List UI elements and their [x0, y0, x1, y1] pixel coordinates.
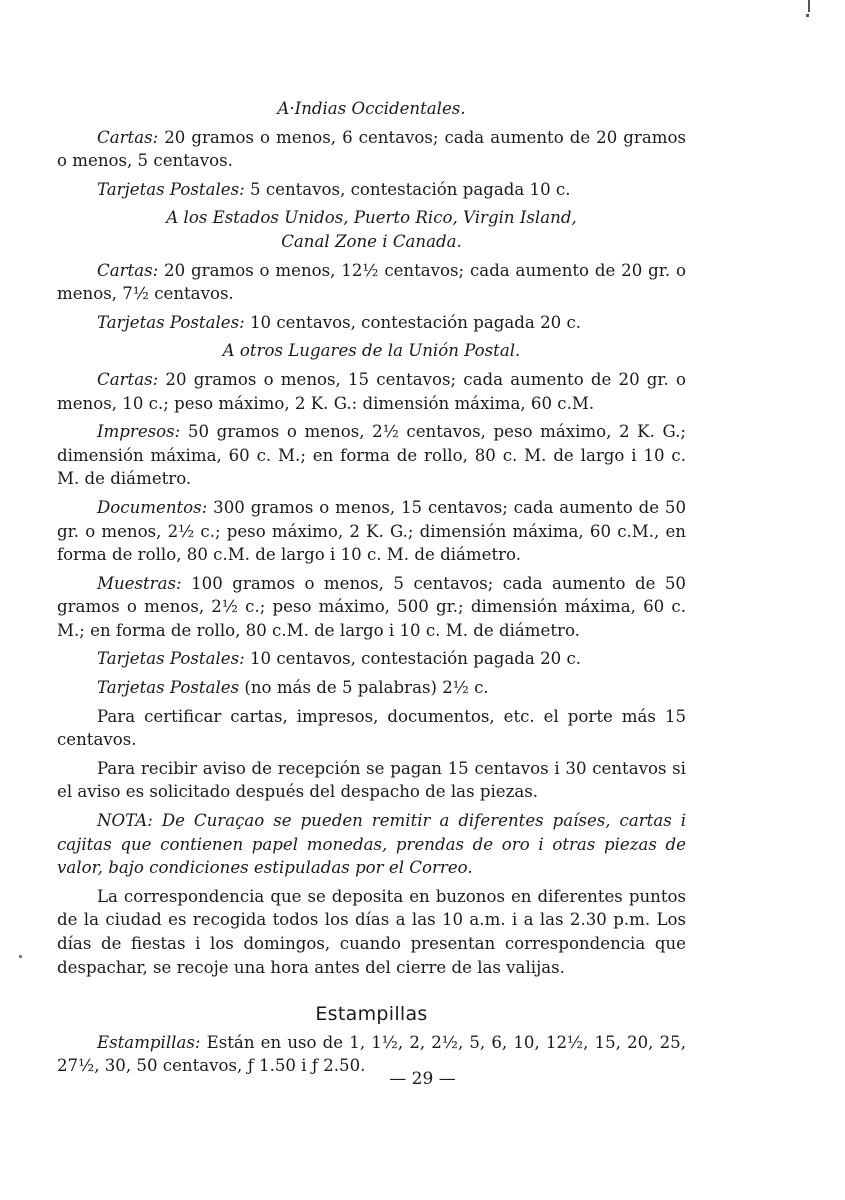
- union-cartas-paragraph: [57, 368, 686, 415]
- tarjetas-text: 10 centavos, contestación pagada 20 c.: [244, 312, 582, 332]
- union-documentos-paragraph: [57, 496, 686, 567]
- heading-indias-occidentales: A·Indias Occidentales.: [277, 99, 466, 118]
- indias-cartas-paragraph: [57, 126, 686, 173]
- scan-edge-mark: [806, 14, 809, 17]
- cartas-label: Cartas:: [97, 127, 159, 147]
- tarjetas-label: Tarjetas Postales: [97, 678, 240, 698]
- muestras-label: Muestras:: [97, 573, 182, 593]
- heading-estados-unidos-line2: Canal Zone i Canada.: [281, 231, 462, 251]
- tarjetas-label: Tarjetas Postales:: [97, 179, 245, 199]
- indias-tarjetas-paragraph: [57, 178, 686, 202]
- tarjetas-text: 10 centavos, contestación pagada 20 c.: [244, 649, 582, 669]
- estados-tarjetas-paragraph: [57, 311, 686, 335]
- union-tarjetas-palabras-paragraph: [57, 676, 686, 700]
- buzones-paragraph: La correspondencia que se deposita en buzonos en diferentes puntos de la ciudad es recogida todos los días a las 10 a.m. i a las 2.30 p.m. Los días de fiestas i los domingos, cuando presentan correspondencia que despachar, se recoje una hora antes del cierre de las valijas.: [57, 886, 686, 977]
- nota-paragraph: NOTA: De Curaçao se pueden remitir a diferentes países, cartas i cajitas que contienen papel monedas, prendas de oro i otras piezas de valor, bajo condiciones estipuladas por el Correo.: [57, 811, 686, 878]
- text-column: [57, 97, 686, 1078]
- scan-speck: [19, 955, 22, 958]
- documentos-label: Documentos:: [97, 497, 208, 517]
- union-tarjetas-paragraph: [57, 647, 686, 671]
- tarjetas-text: 5 centavos, contestación pagada 10 c.: [244, 179, 571, 199]
- heading-estampillas: Estampillas: [315, 1003, 428, 1026]
- aviso-paragraph: Para recibir aviso de recepción se pagan 15 centavos i 30 centavos si el aviso es solicitado después del despacho de las piezas.: [57, 758, 686, 802]
- scan-edge-mark: [808, 0, 810, 12]
- cartas-text: 20 gramos o menos, 12½ centavos; cada aumento de 20 gr. o menos, 7½ centavos.: [57, 260, 686, 304]
- impresos-label: Impresos:: [97, 422, 181, 442]
- impresos-text: 50 gramos o menos, 2½ centavos, peso máximo, 2 K. G.; dimensión máxima, 60 c. M.; en forma de rollo, 80 c. M. de largo i 10 c. M. de diámetro.: [57, 422, 686, 489]
- heading-union-postal: A otros Lugares de la Unión Postal.: [222, 341, 521, 361]
- cartas-label: Cartas:: [97, 260, 159, 280]
- tarjetas-label: Tarjetas Postales:: [97, 649, 245, 669]
- estampillas-text: Están en uso de 1, 1½, 2, 2½, 5, 6, 10, 12½, 15, 20, 25, 27½, 30, 50 centavos, ƒ 1.50 i ƒ 2.50.: [57, 1032, 686, 1076]
- union-muestras-paragraph: [57, 572, 686, 643]
- union-impresos-paragraph: [57, 420, 686, 491]
- documentos-text: 300 gramos o menos, 15 centavos; cada aumento de 50 gr. o menos, 2½ c.; peso máximo, 2 K. G.; dimensión máxima, 60 c.M., en forma de rollo, 80 c.M. de largo i 10 c. M. de diámetro.: [57, 497, 686, 565]
- estados-cartas-paragraph: [57, 259, 686, 306]
- tarjetas-text: (no más de 5 palabras) 2½ c.: [239, 678, 489, 698]
- tarjetas-label: Tarjetas Postales:: [97, 312, 245, 332]
- page-number: — 29 —: [389, 1069, 456, 1089]
- cartas-label: Cartas:: [97, 369, 159, 389]
- cartas-text: 20 gramos o menos, 6 centavos; cada aumento de 20 gramos o menos, 5 centavos.: [57, 127, 686, 171]
- cartas-text: 20 gramos o menos, 15 centavos; cada aumento de 20 gr. o menos, 10 c.; peso máximo, 2 K. G.: dimensión máxima, 60 c.M.: [57, 369, 686, 413]
- muestras-text: 100 gramos o menos, 5 centavos; cada aumento de 50 gramos o menos, 2½ c.; peso máximo, 500 gr.; dimensión máxima, 60 c. M.; en forma de rollo, 80 c.M. de largo i 10 c. M. de diámetro.: [57, 573, 686, 640]
- certificar-paragraph: Para certificar cartas, impresos, documentos, etc. el porte más 15 centavos.: [57, 706, 686, 750]
- estampillas-label: Estampillas:: [97, 1032, 201, 1052]
- heading-estados-unidos-line1: A los Estados Unidos, Puerto Rico, Virgin Island,: [166, 208, 577, 228]
